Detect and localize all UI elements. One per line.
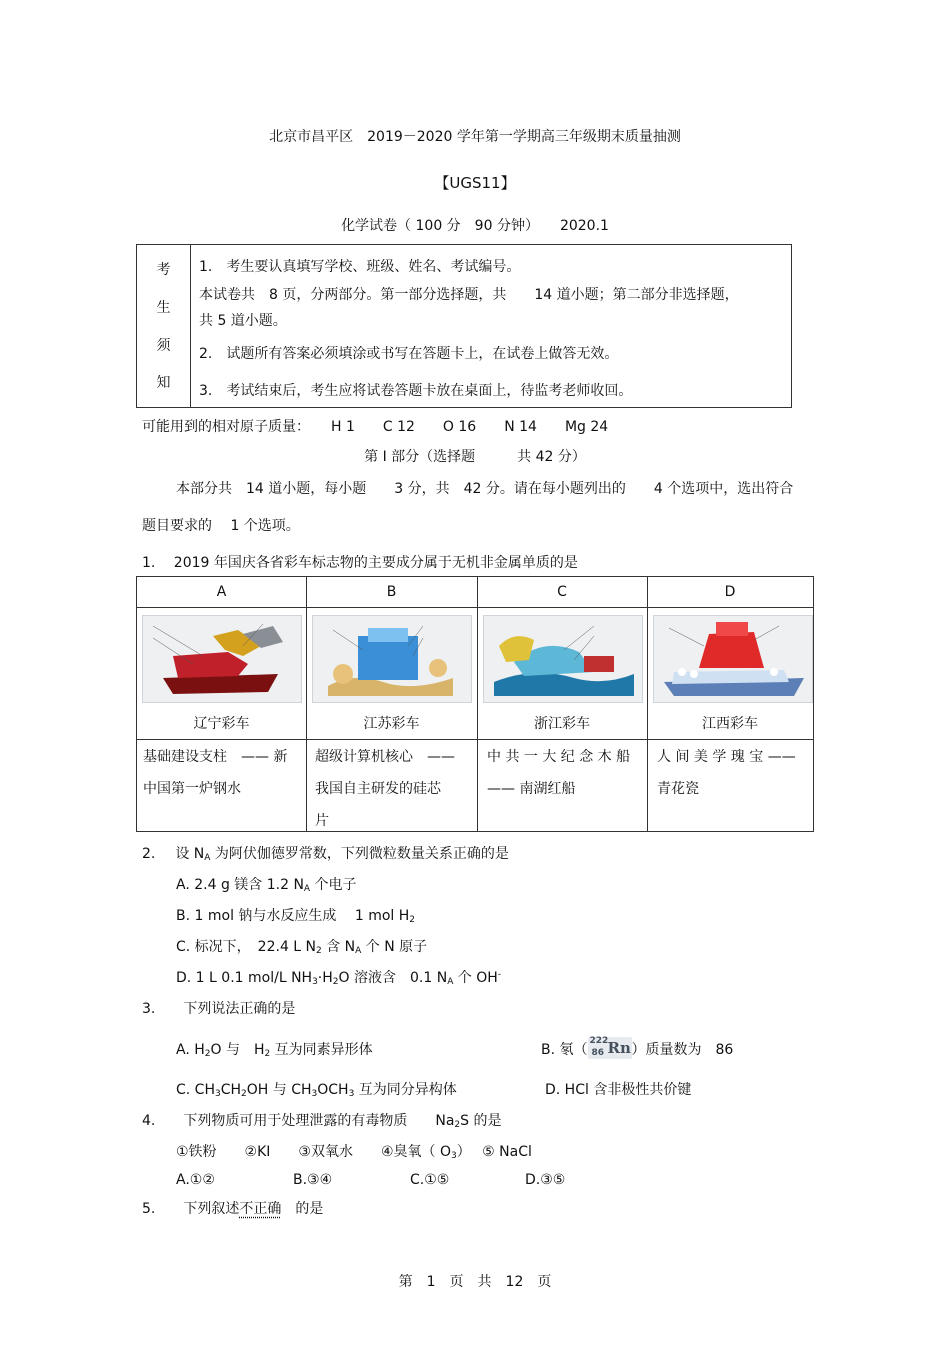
notice-line: 2. 试题所有答案必须填涂或书写在答题卡上，在试卷上做答无效。 — [199, 346, 619, 362]
page-number: 第 1 页 共 12 页 — [398, 1274, 552, 1290]
question-3-option-a: A. $H_2O$ 与 $H_2$ 互为同素异形体 — [176, 1042, 373, 1059]
float-caption: 江西彩车 — [702, 716, 758, 732]
option-a-desc: 中国第一炉钢水 — [143, 781, 241, 797]
section-intro: 题目要求的 1 个选项。 — [142, 518, 300, 534]
float-caption: 辽宁彩车 — [193, 716, 250, 732]
question-2-option-d: D. 1 L 0.1 mol/L $NH_3\cdot H_2O$ 溶液含 0.1 $N_A$ 个 OH- — [176, 969, 502, 987]
table-header: D — [724, 584, 736, 600]
question-2-option-a: A. 2.4 g 镁含 1.2 $N_A$ 个电子 — [176, 877, 357, 894]
radon-nuclide-symbol: 222 86 Rn — [589, 1036, 631, 1058]
page-title: 北京市昌平区 2019－2020 学年第一学期高三年级期末质量抽测 — [269, 129, 681, 145]
table-header: B — [386, 584, 397, 600]
notice-line: 本试卷共 8 页，分两部分。第一部分选择题，共 14 道小题；第二部分非选择题， — [199, 287, 739, 303]
notice-char: 知 — [156, 375, 171, 391]
table-header: C — [557, 584, 567, 600]
question-4-stem: 4. 下列物质可用于处理泄露的有毒物质 $Na_2S$ 的是 — [142, 1113, 502, 1130]
section-intro: 本部分共 14 道小题，每小题 3 分，共 42 分。请在每小题列出的 4 个选项中，选出符合 — [176, 481, 794, 497]
section-title: 第 I 部分（选择题 共 42 分） — [364, 449, 586, 465]
option-b-desc: 超级计算机核心 —— — [315, 749, 455, 765]
question-2-option-c: C. 标况下， 22.4 L $N_2$ 含 $N_A$ 个 N 原子 — [176, 939, 428, 956]
question-1-stem: 1. 2019 年国庆各省彩车标志物的主要成分属于无机非金属单质的是 — [142, 555, 578, 571]
question-3-stem: 3. 下列说法正确的是 — [142, 1001, 296, 1017]
float-image-jiangsu — [312, 615, 472, 703]
table-header: A — [216, 584, 227, 600]
question-3-option-b: B. 氡（ 222 86 Rn ）质量数为 86 — [541, 1036, 734, 1058]
notice-line: 3. 考试结束后，考生应将试卷答题卡放在桌面上，待监考老师收回。 — [199, 383, 633, 399]
notice-line: 1. 考生要认真填写学校、班级、姓名、考试编号。 — [199, 259, 521, 275]
option-d-desc: 人 间 美 学 瑰 宝 —— — [657, 749, 796, 765]
notice-char: 须 — [156, 338, 171, 354]
option-b-desc: 片 — [315, 813, 329, 829]
question-4-choice: A.①② — [176, 1172, 215, 1188]
notice-box — [136, 244, 792, 408]
question-4-choice: B.③④ — [293, 1172, 333, 1188]
option-c-desc: —— 南湖红船 — [487, 781, 576, 797]
question-4-choice: C.①⑤ — [410, 1172, 450, 1188]
float-image-zhejiang — [483, 615, 643, 703]
subtitle: 化学试卷（ 100 分 90 分钟） 2020.1 — [341, 218, 609, 234]
notice-line: 共 5 道小题。 — [199, 313, 287, 329]
notice-char: 考 — [156, 262, 171, 278]
question-3-option-c: C. $CH_3CH_2OH$ 与 $CH_3OCH_3$ 互为同分异构体 — [176, 1082, 457, 1099]
option-a-desc: 基础建设支柱 —— 新 — [143, 749, 288, 765]
option-c-desc: 中 共 一 大 纪 念 木 船 — [487, 749, 631, 765]
question-3-option-d: D. HCl 含非极性共价键 — [545, 1082, 692, 1098]
float-caption: 江苏彩车 — [363, 716, 420, 732]
float-caption: 浙江彩车 — [534, 716, 590, 732]
question-5-stem: 5. 下列叙述不正确 的是 — [142, 1201, 324, 1217]
question-2-stem: 2. 设 $N_A$ 为阿伏伽德罗常数，下列微粒数量关系正确的是 — [142, 846, 509, 863]
option-d-desc: 青花瓷 — [657, 781, 699, 797]
question-4-items: ①铁粉 ②KI ③双氧水 ④臭氧（ $O_3$） ⑤ NaCl — [176, 1144, 532, 1161]
options-table — [136, 576, 814, 832]
notice-side-label — [137, 245, 191, 407]
float-image-liaoning — [142, 615, 302, 703]
paper-code: 【UGS11】 — [434, 174, 516, 192]
question-2-option-b: B. 1 mol 钠与水反应生成 1 mol $H_2$ — [176, 908, 416, 925]
float-image-jiangxi — [653, 615, 813, 703]
question-4-choice: D.③⑤ — [525, 1172, 566, 1188]
notice-char: 生 — [156, 300, 171, 316]
atomic-masses: 可能用到的相对原子质量： H 1 C 12 O 16 N 14 Mg 24 — [142, 419, 609, 435]
option-b-desc: 我国自主研发的硅芯 — [315, 781, 441, 797]
